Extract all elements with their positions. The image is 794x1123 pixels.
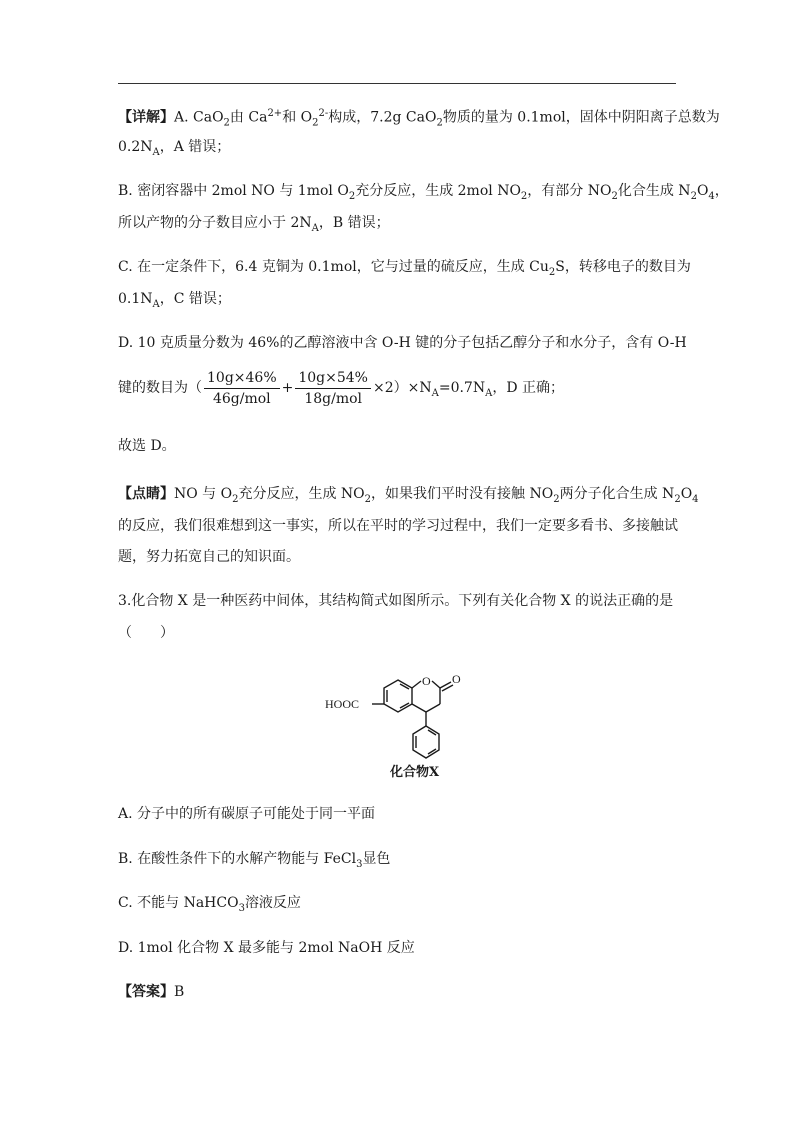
sub: 3 — [356, 858, 363, 870]
sup: 2+ — [267, 108, 283, 119]
sub: 2 — [520, 190, 528, 202]
sub: 2 — [674, 493, 681, 505]
sub: 2 — [364, 493, 372, 505]
text: ，B 错误； — [318, 215, 390, 231]
text: B. 在酸性条件下的水解产物能与 FeCl — [118, 851, 357, 867]
text: NO 与 O — [174, 486, 233, 502]
option-d: D. 1mol 化合物 X 最多能与 2mol NaOH 反应 — [118, 940, 415, 956]
text: 和 O — [282, 109, 313, 126]
structure-svg — [318, 668, 478, 786]
answer-line — [118, 982, 184, 1002]
text: ， — [714, 183, 729, 199]
sub: A — [152, 298, 160, 310]
numerator: 10g×46% — [204, 370, 280, 389]
denominator: 18g/mol — [304, 390, 363, 407]
denominator: 46g/mol — [212, 390, 271, 407]
text: 溶液反应 — [244, 895, 301, 911]
detail-b-line1 — [118, 181, 729, 207]
carbonyl-oxygen-label: O — [452, 672, 461, 686]
answer-label: 【答案】 — [118, 984, 174, 1000]
sub: 2 — [553, 493, 560, 505]
detail-a-line1 — [118, 104, 720, 133]
text: ，有部分 NO — [527, 183, 612, 199]
text: 显色 — [362, 851, 391, 867]
text: 构成，7.2g CaO — [328, 109, 437, 126]
text: 由 Ca — [229, 109, 268, 126]
text: C. 不能与 NaHCO — [118, 895, 239, 911]
header-rule — [118, 83, 676, 84]
detail-c-line2 — [118, 289, 231, 315]
text: ，如果我们平时没有接触 NO — [371, 486, 554, 502]
fraction-ethanol — [204, 370, 280, 407]
detail-label: 【详解】 — [118, 109, 174, 126]
text: 充分反应，生成 2mol NO — [355, 183, 521, 199]
text: A. CaO — [174, 109, 224, 126]
note-label: 【点睛】 — [118, 486, 174, 502]
text: =0.7N — [438, 380, 486, 396]
text: O — [680, 486, 693, 502]
figure-caption: 化合物X — [390, 765, 440, 780]
sub: A — [431, 387, 439, 399]
text: 0.1N — [118, 291, 153, 307]
text: 所以产物的分子数目应小于 2N — [118, 215, 312, 231]
sub: 2 — [548, 266, 556, 278]
question-stem-parens: （ ） — [118, 625, 174, 641]
sub: 2 — [312, 117, 319, 129]
detail-c-line1 — [118, 257, 691, 283]
question-stem: 3.化合物 X 是一种医药中间体，其结构简式如图所示。下列有关化合物 X 的说法正确的是 — [118, 593, 674, 609]
sub: 2 — [348, 190, 356, 202]
note-line2: 的反应，我们很难想到这一事实，所以在平时的学习过程中，我们一定要多看书、多接触试 — [118, 518, 678, 534]
sub: 2 — [690, 190, 697, 202]
detail-d-line1 — [118, 333, 687, 353]
numerator: 10g×54% — [295, 370, 371, 389]
sub: A — [485, 387, 493, 399]
answer-value: B — [174, 984, 185, 1000]
text: B. 密闭容器中 2mol NO 与 1mol O — [118, 183, 349, 199]
text: S，转移电子的数目为 — [555, 259, 691, 275]
benzene-ring-a — [384, 680, 412, 712]
cooh-label: HOOC — [325, 697, 360, 711]
detail-conclusion: 故选 D。 — [118, 438, 176, 454]
detail-a-line2 — [118, 137, 230, 163]
ring-oxygen-label: O — [422, 674, 431, 688]
text: ，A 错误； — [159, 139, 231, 155]
text: ，C 错误； — [159, 291, 231, 307]
detail-d-line2 — [118, 368, 564, 414]
text: ，D 正确； — [492, 380, 565, 396]
text: 两分子化合生成 N — [559, 486, 675, 502]
option-c — [118, 893, 301, 919]
text: C. 在一定条件下，6.4 克铜为 0.1mol，它与过量的硫反应，生成 Cu — [118, 259, 549, 275]
sub: A — [152, 146, 160, 158]
sub: 2 — [611, 190, 618, 202]
sub: 4 — [692, 493, 699, 505]
text: O — [696, 183, 709, 199]
text: D. 10 克质量分数为 46%的乙醇溶液中含 O-H 键的分子包括乙醇分子和水分子，含有 O-H — [118, 335, 687, 351]
option-b — [118, 849, 390, 875]
plus-sign: + — [281, 380, 294, 396]
sub: 4 — [708, 190, 715, 202]
sub: 3 — [238, 902, 245, 914]
text: 充分反应，生成 NO — [238, 486, 365, 502]
option-a: A. 分子中的所有碳原子可能处于同一平面 — [118, 806, 376, 822]
text: 物质的量为 0.1mol，固体中阴阳离子总数为 — [442, 109, 720, 126]
sub: 2 — [436, 117, 443, 129]
phenyl-ring — [413, 726, 439, 758]
sub: 2 — [223, 117, 230, 129]
text: 0.2N — [118, 139, 153, 155]
fraction-water — [295, 370, 371, 407]
note-line3: 题，努力拓宽自己的知识面。 — [118, 549, 300, 565]
note-line1 — [118, 484, 699, 510]
detail-b-line2 — [118, 213, 390, 239]
compound-x-structure — [318, 668, 478, 786]
text: ×2）×N — [372, 380, 432, 396]
sub: 2 — [232, 493, 239, 505]
text: 键的数目为（ — [118, 380, 202, 396]
text: 化合生成 N — [617, 183, 691, 199]
sup: 2- — [318, 108, 329, 119]
sub: A — [311, 222, 319, 234]
